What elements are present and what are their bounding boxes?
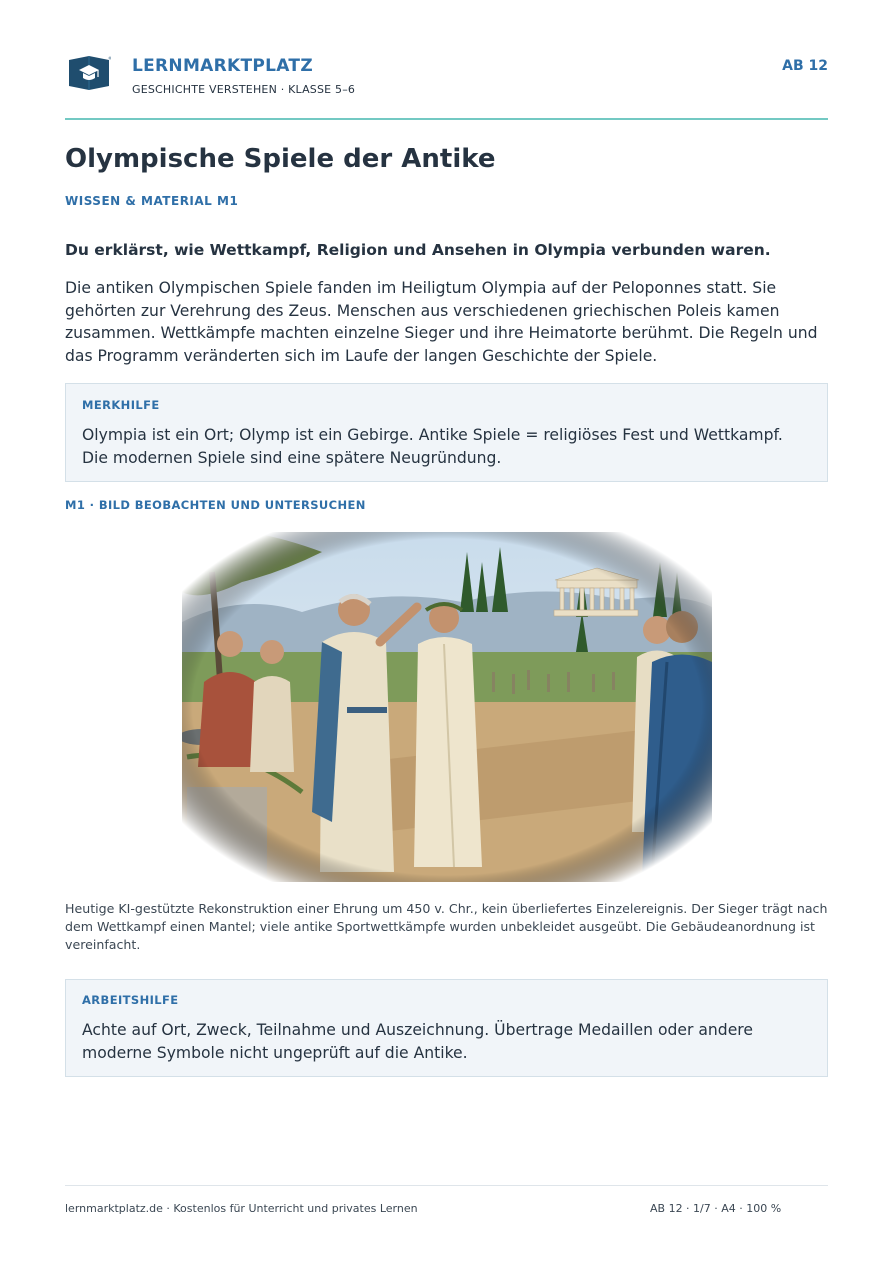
footer-page-info: AB 12 · 1/7 · A4 · 100 %: [650, 1202, 782, 1215]
section-kicker: WISSEN & MATERIAL M1: [65, 194, 239, 208]
merkhilfe-box: [65, 383, 828, 482]
arbeitshilfe-box: [65, 979, 828, 1077]
brand-subtitle: GESCHICHTE VERSTEHEN · KLASSE 5–6: [132, 83, 356, 96]
arbeitshilfe-label: ARBEITSHILFE: [82, 993, 179, 1007]
merkhilfe-text: Olympia ist ein Ort; Olymp ist ein Gebirge. Antike Spiele = religiöses Fest und Wettkampf. Die modernen Spiele sind eine spätere Neugründung.: [82, 426, 783, 467]
header-divider: [65, 118, 828, 120]
sheet-id: AB 12: [782, 58, 828, 74]
brand-name: LERNMARKTPLATZ: [132, 56, 313, 76]
learning-goal: Du erklärst, wie Wettkampf, Religion und Ansehen in Olympia verbunden waren.: [65, 241, 771, 259]
m1-heading: M1 · BILD BEOBACHTEN UND UNTERSUCHEN: [65, 498, 366, 512]
footer-left: lernmarktplatz.de · Kostenlos für Unterricht und privates Lernen: [65, 1202, 418, 1215]
book-cap-logo-icon: [67, 54, 111, 90]
merkhilfe-label: MERKHILFE: [82, 398, 160, 412]
intro-paragraph: Die antiken Olympischen Spiele fanden im Heiligtum Olympia auf der Peloponnes statt. Sie gehörten zur Verehrung des Zeus. Menschen aus verschiedenen griechischen Poleis kamen zusammen. Wettkämpfe machten einzelne Sieger und ihre Heimatorte berühmt. Die Regeln und das Programm veränderten sich im Laufe der langen Geschichte der Spiele.: [65, 279, 818, 365]
page-title: Olympische Spiele der Antike: [65, 144, 496, 174]
page-header: [65, 50, 828, 100]
figure-caption: Heutige KI-gestützte Rekonstruktion einer Ehrung um 450 v. Chr., kein überliefertes Einzelereignis. Der Sieger trägt nach dem Wettkampf einen Mantel; viele antike Sportwettkämpfe wurden unbekleidet ausgeübt. Die Gebäudeanordnung ist vereinfacht.: [65, 901, 828, 952]
arbeitshilfe-text: Achte auf Ort, Zweck, Teilnahme und Auszeichnung. Übertrage Medaillen oder andere moderne Symbole nicht ungeprüft auf die Antike.: [82, 1021, 753, 1062]
footer-divider: [65, 1185, 828, 1186]
olympia-victory-illustration: [182, 532, 712, 882]
